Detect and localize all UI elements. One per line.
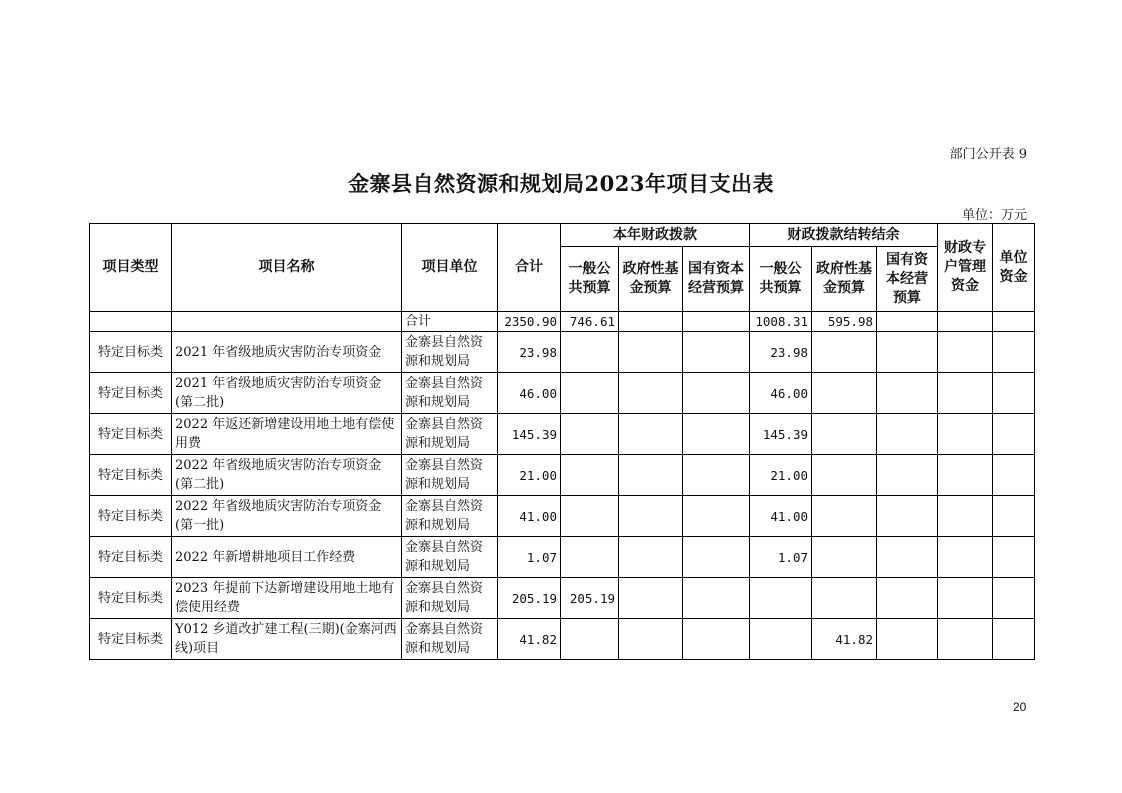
general-public-cell — [561, 619, 619, 660]
unit-funds-cell — [993, 537, 1035, 578]
total-general-public: 746.61 — [561, 312, 619, 332]
state-capital-cell — [683, 619, 750, 660]
header-carryover-balance: 财政拨款结转结余 — [750, 224, 938, 247]
form-label: 部门公开表 9 — [949, 147, 1027, 162]
total-state-capital — [683, 312, 750, 332]
unit-funds-cell — [993, 578, 1035, 619]
type-cell: 特定目标类 — [90, 455, 172, 496]
carryover-state-capital-cell — [877, 619, 938, 660]
gov-fund-cell — [619, 332, 683, 373]
total-cell: 21.00 — [498, 455, 561, 496]
carryover-state-capital-cell — [877, 332, 938, 373]
header-carryover-gov-fund-budget: 政府性基金预算 — [812, 247, 877, 312]
special-cell — [938, 373, 993, 414]
total-unit-funds — [993, 312, 1035, 332]
name-cell: 2021 年省级地质灾害防治专项资金(第二批) — [172, 373, 402, 414]
total-cell: 41.00 — [498, 496, 561, 537]
carryover-state-capital-cell — [877, 496, 938, 537]
total-gov-fund — [619, 312, 683, 332]
state-capital-cell — [683, 332, 750, 373]
special-cell — [938, 537, 993, 578]
carryover-general-public-cell: 21.00 — [750, 455, 812, 496]
header-special-account-funds: 财政专户管理资金 — [938, 224, 993, 312]
general-public-cell — [561, 414, 619, 455]
carryover-general-public-cell: 41.00 — [750, 496, 812, 537]
type-cell: 特定目标类 — [90, 496, 172, 537]
special-cell — [938, 619, 993, 660]
general-public-cell — [561, 537, 619, 578]
type-cell: 特定目标类 — [90, 578, 172, 619]
unit-label: 单位：万元 — [961, 208, 1027, 223]
type-cell: 特定目标类 — [90, 619, 172, 660]
project-expenditure-table — [89, 223, 1035, 660]
name-cell: 2023 年提前下达新增建设用地土地有偿使用经费 — [172, 578, 402, 619]
header-carryover-general-public-budget: 一般公共预算 — [750, 247, 812, 312]
carryover-gov-fund-cell — [812, 414, 877, 455]
unit-cell: 金寨县自然资源和规划局 — [402, 455, 498, 496]
carryover-general-public-cell — [750, 619, 812, 660]
unit-cell: 金寨县自然资源和规划局 — [402, 619, 498, 660]
gov-fund-cell — [619, 496, 683, 537]
total-name-cell — [172, 312, 402, 332]
carryover-general-public-cell: 1.07 — [750, 537, 812, 578]
header-unit-funds: 单位资金 — [993, 224, 1035, 312]
unit-cell: 金寨县自然资源和规划局 — [402, 578, 498, 619]
total-sum: 2350.90 — [498, 312, 561, 332]
name-cell: 2022 年省级地质灾害防治专项资金(第一批) — [172, 496, 402, 537]
carryover-general-public-cell: 46.00 — [750, 373, 812, 414]
name-cell: 2021 年省级地质灾害防治专项资金 — [172, 332, 402, 373]
unit-cell: 金寨县自然资源和规划局 — [402, 496, 498, 537]
unit-funds-cell — [993, 332, 1035, 373]
carryover-gov-fund-cell — [812, 578, 877, 619]
table-row — [90, 537, 1035, 578]
state-capital-cell — [683, 496, 750, 537]
special-cell — [938, 496, 993, 537]
type-cell: 特定目标类 — [90, 414, 172, 455]
header-carryover-state-capital-budget: 国有资本经营预算 — [877, 247, 938, 312]
total-cell: 46.00 — [498, 373, 561, 414]
unit-funds-cell — [993, 496, 1035, 537]
state-capital-cell — [683, 578, 750, 619]
carryover-state-capital-cell — [877, 455, 938, 496]
carryover-general-public-cell: 23.98 — [750, 332, 812, 373]
header-current-year-appropriation: 本年财政拨款 — [561, 224, 750, 247]
gov-fund-cell — [619, 414, 683, 455]
table-row — [90, 619, 1035, 660]
name-cell: 2022 年返还新增建设用地土地有偿使用费 — [172, 414, 402, 455]
header-general-public-budget: 一般公共预算 — [561, 247, 619, 312]
name-cell: 2022 年省级地质灾害防治专项资金(第二批) — [172, 455, 402, 496]
total-cell: 205.19 — [498, 578, 561, 619]
header-project-unit: 项目单位 — [402, 224, 498, 312]
type-cell: 特定目标类 — [90, 373, 172, 414]
table-row — [90, 373, 1035, 414]
carryover-state-capital-cell — [877, 414, 938, 455]
unit-funds-cell — [993, 414, 1035, 455]
gov-fund-cell — [619, 373, 683, 414]
type-cell: 特定目标类 — [90, 537, 172, 578]
table-row — [90, 578, 1035, 619]
total-label: 合计 — [402, 312, 498, 332]
gov-fund-cell — [619, 537, 683, 578]
total-cell: 23.98 — [498, 332, 561, 373]
page-title: 金寨县自然资源和规划局2023年项目支出表 — [348, 171, 774, 196]
table-row — [90, 332, 1035, 373]
state-capital-cell — [683, 414, 750, 455]
unit-cell: 金寨县自然资源和规划局 — [402, 414, 498, 455]
state-capital-cell — [683, 455, 750, 496]
header-project-type: 项目类型 — [90, 224, 172, 312]
state-capital-cell — [683, 373, 750, 414]
special-cell — [938, 578, 993, 619]
general-public-cell — [561, 496, 619, 537]
total-cell: 145.39 — [498, 414, 561, 455]
unit-funds-cell — [993, 373, 1035, 414]
carryover-gov-fund-cell — [812, 537, 877, 578]
table-row — [90, 414, 1035, 455]
general-public-cell — [561, 373, 619, 414]
total-carryover-general-public: 1008.31 — [750, 312, 812, 332]
carryover-general-public-cell — [750, 578, 812, 619]
carryover-state-capital-cell — [877, 373, 938, 414]
general-public-cell — [561, 332, 619, 373]
unit-cell: 金寨县自然资源和规划局 — [402, 332, 498, 373]
total-cell: 41.82 — [498, 619, 561, 660]
total-row — [90, 312, 1035, 332]
special-cell — [938, 414, 993, 455]
total-carryover-state-capital — [877, 312, 938, 332]
special-cell — [938, 455, 993, 496]
unit-cell: 金寨县自然资源和规划局 — [402, 373, 498, 414]
type-cell: 特定目标类 — [90, 332, 172, 373]
carryover-general-public-cell: 145.39 — [750, 414, 812, 455]
unit-cell: 金寨县自然资源和规划局 — [402, 537, 498, 578]
gov-fund-cell — [619, 619, 683, 660]
header-project-name: 项目名称 — [172, 224, 402, 312]
total-carryover-gov-fund: 595.98 — [812, 312, 877, 332]
carryover-gov-fund-cell — [812, 496, 877, 537]
table-row — [90, 496, 1035, 537]
carryover-gov-fund-cell — [812, 455, 877, 496]
special-cell — [938, 332, 993, 373]
total-type-cell — [90, 312, 172, 332]
unit-funds-cell — [993, 455, 1035, 496]
name-cell: Y012 乡道改扩建工程(三期)(金寨河西线)项目 — [172, 619, 402, 660]
name-cell: 2022 年新增耕地项目工作经费 — [172, 537, 402, 578]
table-row — [90, 455, 1035, 496]
carryover-gov-fund-cell: 41.82 — [812, 619, 877, 660]
general-public-cell: 205.19 — [561, 578, 619, 619]
page-number: 20 — [1013, 700, 1027, 714]
header-gov-fund-budget: 政府性基金预算 — [619, 247, 683, 312]
carryover-state-capital-cell — [877, 537, 938, 578]
header-state-capital-budget: 国有资本经营预算 — [683, 247, 750, 312]
carryover-gov-fund-cell — [812, 373, 877, 414]
state-capital-cell — [683, 537, 750, 578]
carryover-gov-fund-cell — [812, 332, 877, 373]
gov-fund-cell — [619, 578, 683, 619]
gov-fund-cell — [619, 455, 683, 496]
unit-funds-cell — [993, 619, 1035, 660]
header-total: 合计 — [498, 224, 561, 312]
total-cell: 1.07 — [498, 537, 561, 578]
total-special — [938, 312, 993, 332]
carryover-state-capital-cell — [877, 578, 938, 619]
general-public-cell — [561, 455, 619, 496]
